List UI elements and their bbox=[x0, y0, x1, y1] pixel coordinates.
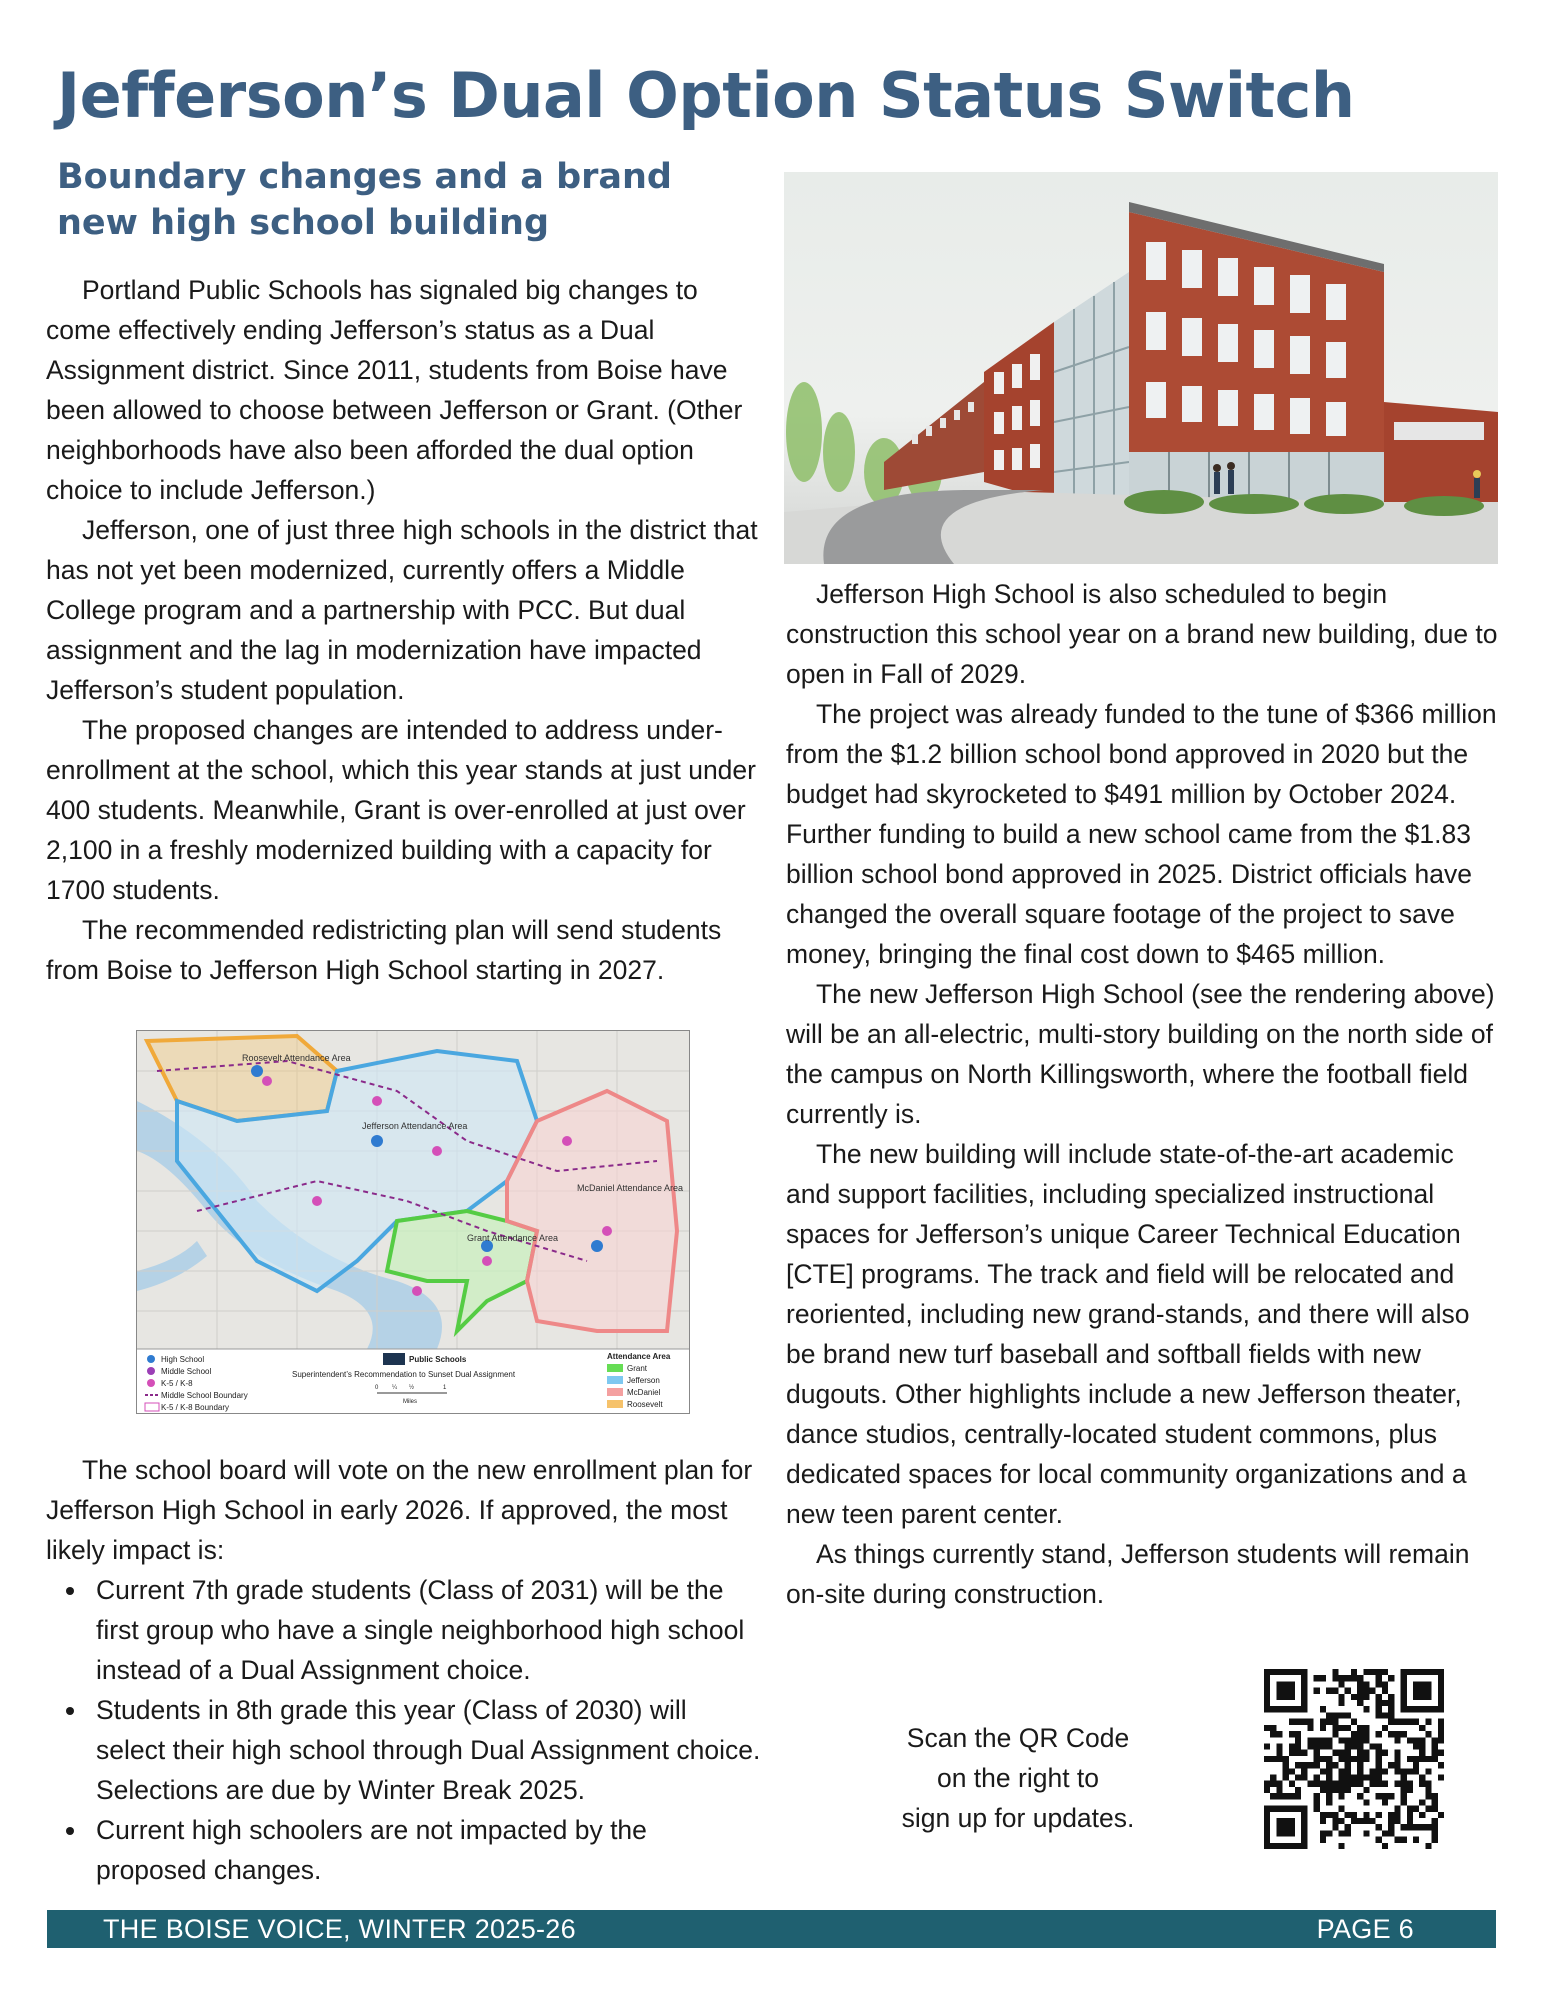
paragraph: The new building will include state-of-the-art academic and support facilities, including specialized instructional spaces for Jefferson’s unique Career Technical Education [CTE] programs. The track and field will be relocated and reoriented, including new grand-stands, and there will also be brand new turf baseball and softball fields with new dugouts. Other highlights include a new Jefferson theater, dance studios, centrally-located student commons, plus dedicated spaces for local community organizations and a new teen parent center. bbox=[786, 1139, 1470, 1529]
paragraph: The project was already funded to the tune of $366 million from the $1.2 billion school bond approved in 2020 but the budget had skyrocketed to $491 million by October 2024. Further funding to build a new school came from the $1.83 billion school bond approved in 2025. District officials have changed the overall square footage of the project to save money, bringing the final cost down to $465 million. bbox=[786, 699, 1497, 969]
list-item: Students in 8th grade this year (Class of 2030) will select their high school through Dual Assignment choice. Selections are due by Winter Break 2025. bbox=[96, 1690, 762, 1810]
map-scale-tick: ¼ bbox=[392, 1385, 398, 1391]
left-column-text bbox=[46, 270, 762, 990]
impact-list bbox=[46, 1570, 762, 1890]
map-legend-high-school: High School bbox=[161, 1355, 205, 1364]
map-legend-jefferson: Jefferson bbox=[627, 1376, 660, 1385]
paragraph: Jefferson High School is also scheduled to begin construction this school year on a brand new building, due to open in Fall of 2029. bbox=[786, 579, 1498, 689]
building-rendering-svg bbox=[784, 172, 1498, 564]
left-column-bottom-text bbox=[46, 1450, 762, 1890]
paragraph: The recommended redistricting plan will send students from Boise to Jefferson High School starting in 2027. bbox=[46, 915, 722, 985]
qr-caption-line: on the right to bbox=[936, 1763, 1100, 1793]
list-item: Current 7th grade students (Class of 2031) will be the first group who have a single neighborhood high school instead of a Dual Assignment choice. bbox=[96, 1570, 762, 1690]
map-label-jefferson: Jefferson Attendance Area bbox=[362, 1121, 468, 1131]
map-legend-k5-k8: K-5 / K-8 bbox=[161, 1379, 193, 1388]
map-label-mcdaniel: McDaniel Attendance Area bbox=[577, 1183, 684, 1193]
attendance-area-map bbox=[136, 1030, 690, 1414]
map-legend-grant: Grant bbox=[627, 1364, 648, 1373]
paragraph: Jefferson, one of just three high schools in the district that has not yet been modernized, currently offers a Middle College program and a partnership with PCC. But dual assignment and the lag in modernization have impacted Jefferson’s student population. bbox=[46, 515, 758, 705]
article-subtitle: Boundary changes and a brand new high school building bbox=[57, 157, 672, 243]
article-title: Jefferson’s Dual Option Status Switch bbox=[57, 59, 1355, 132]
paragraph: Portland Public Schools has signaled big changes to come effectively ending Jefferson’s status as a Dual Assignment district. Since 2011, students from Boise have been allowed to choose between Jefferson or Grant. (Other neighborhoods have also been afforded the dual option choice to include Jefferson.) bbox=[46, 275, 743, 505]
paragraph: As things currently stand, Jefferson students will remain on-site during construction. bbox=[786, 1539, 1470, 1609]
qr-caption-line: Scan the QR Code bbox=[906, 1723, 1130, 1753]
qr-caption-line: sign up for updates. bbox=[901, 1803, 1135, 1833]
map-logo-text: Public Schools bbox=[409, 1355, 467, 1364]
map-label-roosevelt: Roosevelt Attendance Area bbox=[242, 1053, 351, 1063]
map-legend-k8-boundary: K-5 / K-8 Boundary bbox=[161, 1403, 230, 1412]
map-legend-ms-boundary: Middle School Boundary bbox=[161, 1391, 248, 1400]
map-legend-title: Attendance Area bbox=[607, 1352, 671, 1361]
qr-caption bbox=[868, 1718, 1168, 1838]
map-legend-middle-school: Middle School bbox=[161, 1367, 212, 1376]
map-label-grant: Grant Attendance Area bbox=[467, 1233, 559, 1243]
building-rendering-image bbox=[784, 172, 1498, 564]
map-svg bbox=[137, 1031, 690, 1414]
map-scale-tick: ½ bbox=[409, 1385, 415, 1391]
map-scale-tick: 0 bbox=[375, 1385, 379, 1391]
paragraph: The school board will vote on the new enrollment plan for Jefferson High School in early 2026. If approved, the most likely impact is: bbox=[46, 1455, 753, 1565]
map-legend-mcdaniel: McDaniel bbox=[627, 1388, 661, 1397]
page-number: PAGE 6 bbox=[1316, 1914, 1414, 1944]
qr-code-icon bbox=[1264, 1668, 1444, 1850]
map-scale-label: Miles bbox=[403, 1399, 418, 1405]
qr-code[interactable] bbox=[1264, 1668, 1444, 1850]
publication-name: THE BOISE VOICE, WINTER 2025-26 bbox=[103, 1914, 576, 1944]
paragraph: The new Jefferson High School (see the rendering above) will be an all-electric, multi-story building on the north side of the campus on North Killingsworth, where the football field currently is. bbox=[786, 979, 1495, 1129]
map-scale-tick: 1 bbox=[443, 1385, 447, 1391]
map-caption: Superintendent’s Recommendation to Sunset Dual Assignment bbox=[292, 1370, 516, 1379]
right-column-text bbox=[786, 574, 1502, 1614]
page-footer bbox=[47, 1910, 1496, 1948]
list-item: Current high schoolers are not impacted by the proposed changes. bbox=[96, 1810, 762, 1890]
map-legend-roosevelt: Roosevelt bbox=[627, 1400, 663, 1409]
paragraph: The proposed changes are intended to address under-enrollment at the school, which this year stands at just under 400 students. Meanwhile, Grant is over-enrolled at just over 2,100 in a freshly modernized building with a capacity for 1700 students. bbox=[46, 715, 756, 905]
